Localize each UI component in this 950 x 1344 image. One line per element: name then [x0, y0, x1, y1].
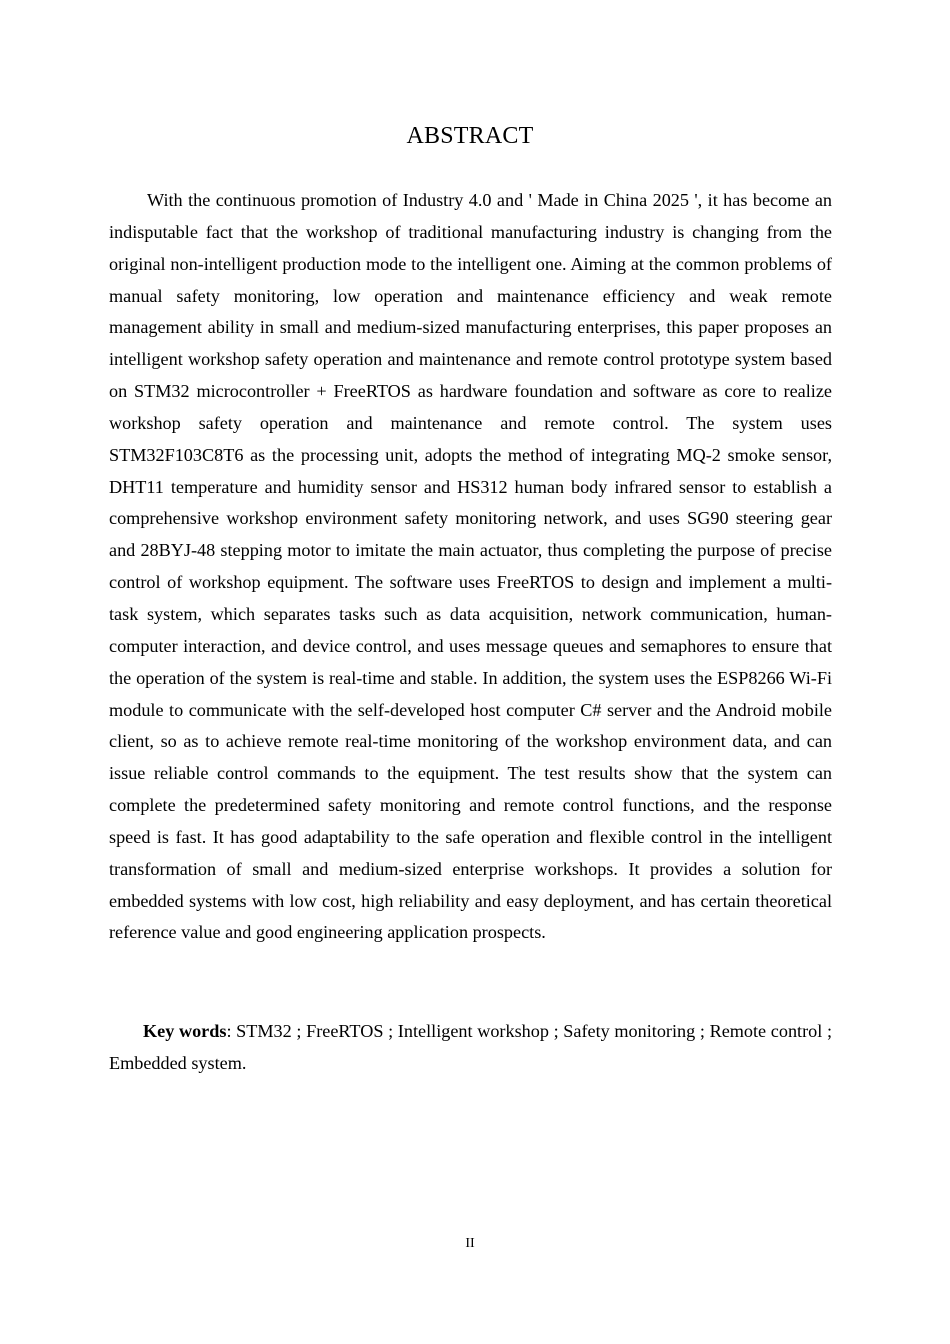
keywords-list: : STM32 ; FreeRTOS ; Intelligent workshop ; Safety monitoring ; Remote control ; Embedded system.	[109, 1021, 832, 1073]
keywords-label: Key words	[143, 1021, 227, 1041]
keywords-paragraph	[109, 1015, 832, 1079]
abstract-body: With the continuous promotion of Industry 4.0 and ' Made in China 2025 ', it has become an indisputable fact that the workshop of traditional manufacturing industry is changing from the original non-intelligent production mode to the intelligent one. Aiming at the common problems of manual safety monitoring, low operation and maintenance efficiency and weak remote management ability in small and medium-sized manufacturing enterprises, this paper proposes an intelligent workshop safety operation and maintenance and remote control prototype system based on STM32 microcontroller + FreeRTOS as hardware foundation and software as core to realize workshop safety operation and maintenance and remote control. The system uses STM32F103C8T6 as the processing unit, adopts the method of integrating MQ-2 smoke sensor, DHT11 temperature and humidity sensor and HS312 human body infrared sensor to establish a comprehensive workshop environment safety monitoring network, and uses SG90 steering gear and 28BYJ-48 stepping motor to imitate the main actuator, thus completing the purpose of precise control of workshop equipment. The software uses FreeRTOS to design and implement a multi-task system, which separates tasks such as data acquisition, network communication, human-computer interaction, and device control, and uses message queues and semaphores to ensure that the operation of the system is real-time and stable. In addition, the system uses the ESP8266 Wi-Fi module to communicate with the self-developed host computer C# server and the Android mobile client, so as to achieve remote real-time monitoring of the workshop environment data, and can issue reliable control commands to the equipment. The test results show that the system can complete the predetermined safety monitoring and remote control functions, and the response speed is fast. It has good adaptability to the safe operation and flexible control in the intelligent transformation of small and medium-sized enterprise workshops. It provides a solution for embedded systems with low cost, high reliability and easy deployment, and has certain theoretical reference value and good engineering application prospects.	[109, 190, 832, 943]
page-number: II	[465, 1236, 475, 1251]
abstract-title: ABSTRACT	[406, 123, 534, 149]
